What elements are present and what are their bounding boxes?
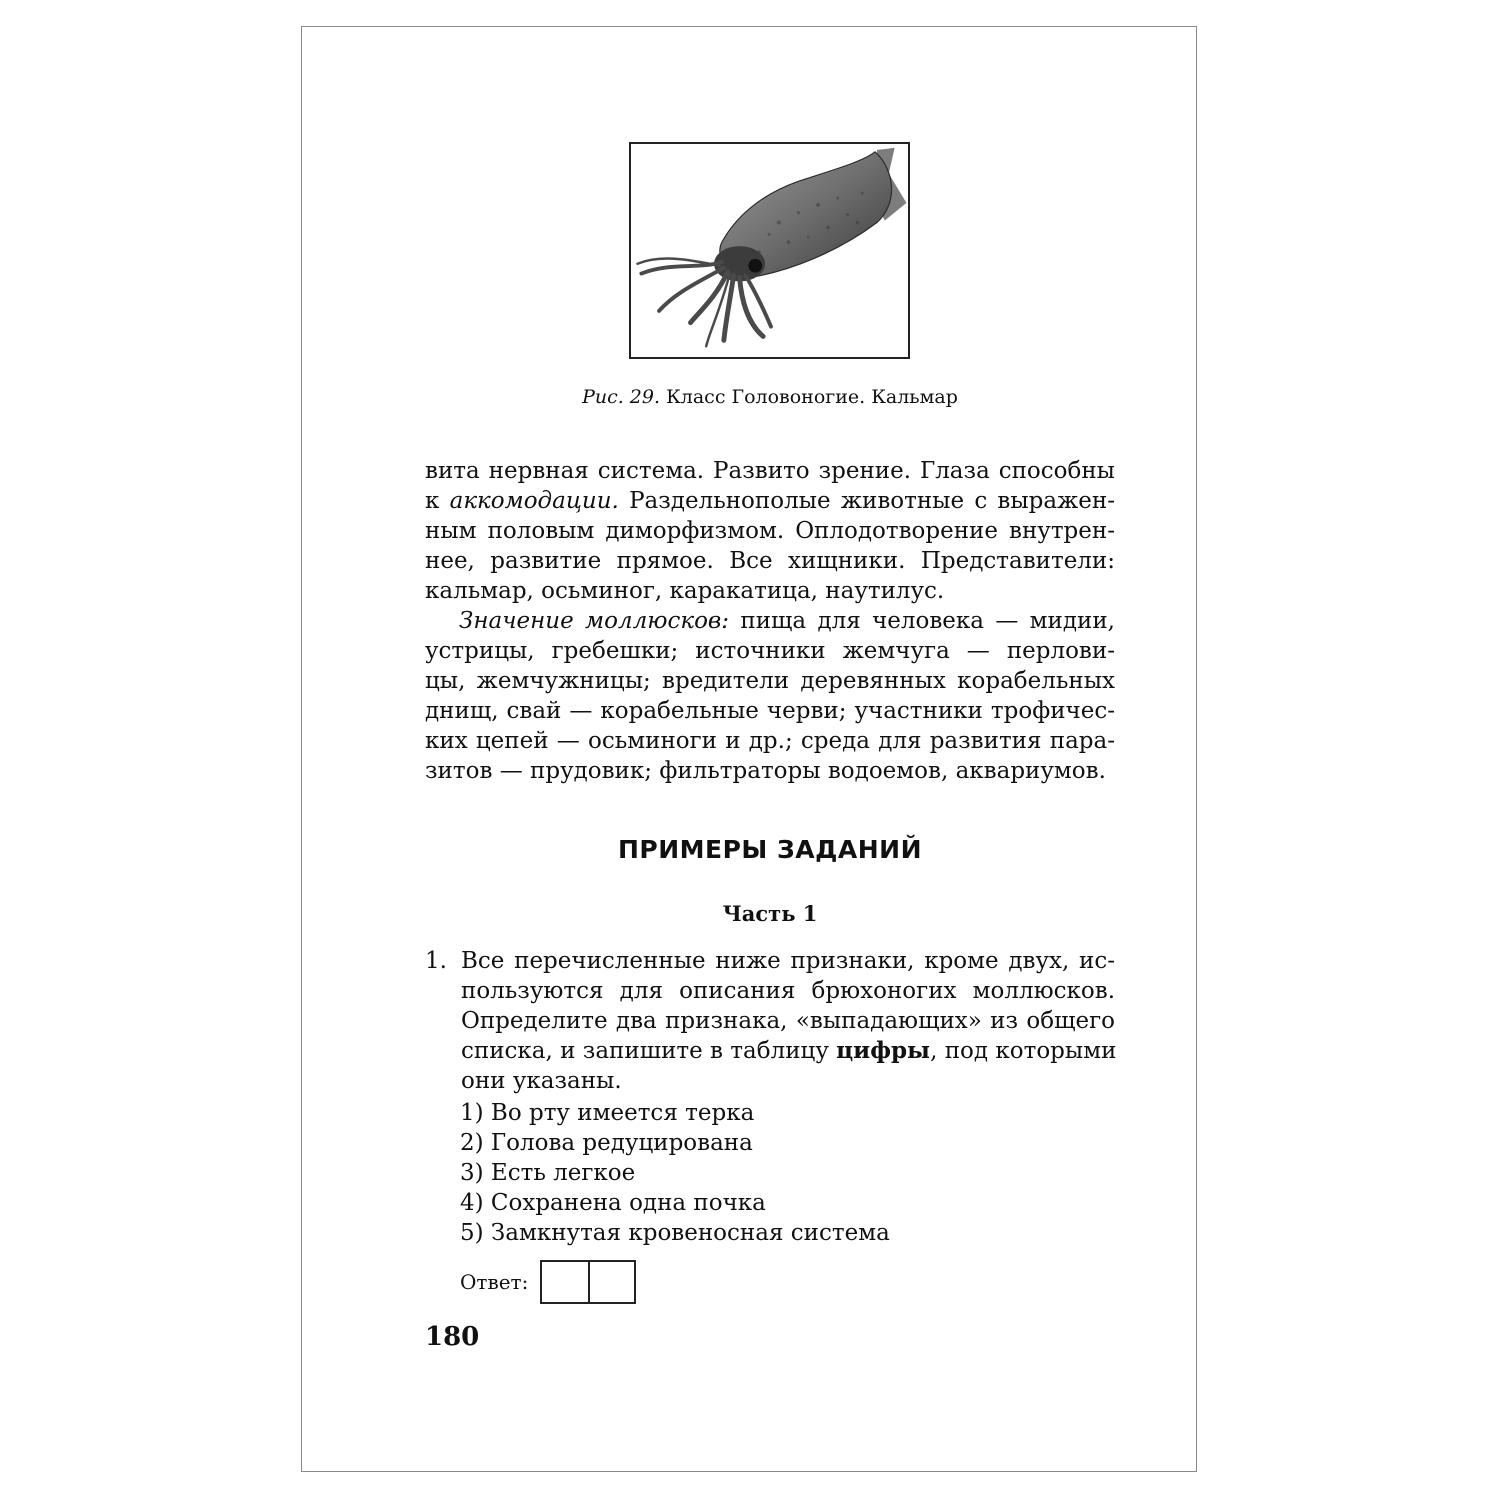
option-item: 5) Замкнутая кровеносная система bbox=[460, 1220, 890, 1246]
answer-row bbox=[460, 1260, 636, 1304]
task-number: 1. bbox=[425, 948, 447, 974]
text-line: нее, развитие прямое. Все хищники. Представители: bbox=[425, 548, 1115, 574]
text-fragment: списка, и запишите в таблицу bbox=[461, 1038, 829, 1064]
figure-number: Рис. 29. bbox=[582, 386, 661, 408]
answer-options bbox=[460, 1098, 890, 1248]
answer-cell-1[interactable] bbox=[542, 1262, 588, 1302]
section-heading: ПРИМЕРЫ ЗАДАНИЙ bbox=[617, 835, 923, 864]
term-italic: Значение моллюсков: bbox=[459, 608, 730, 634]
figure-squid-image bbox=[629, 142, 910, 359]
task-1 bbox=[425, 946, 1115, 1096]
text-line: цы, жемчужницы; вредители деревянных корабельных bbox=[425, 668, 1115, 694]
squid-illustration bbox=[631, 144, 908, 357]
text-line bbox=[425, 486, 1115, 516]
text-line: днищ, свай — корабельные черви; участники трофичес- bbox=[425, 698, 1115, 724]
option-item: 2) Голова редуцирована bbox=[460, 1130, 753, 1156]
text-fragment: пища для человека — мидии, bbox=[740, 608, 1115, 634]
text-line: устрицы, гребешки; источники жемчуга — перлови- bbox=[425, 638, 1115, 664]
text-line: вита нервная система. Развито зрение. Глаза способны bbox=[425, 458, 1115, 484]
text-fragment: , под которыми bbox=[930, 1038, 1117, 1064]
option-item: 4) Сохранена одна почка bbox=[460, 1190, 766, 1216]
text-line: зитов — прудовик; фильтраторы водоемов, аквариумов. bbox=[425, 758, 1106, 784]
answer-cells bbox=[540, 1260, 636, 1304]
text-line: ным половым диморфизмом. Оплодотворение внутрен- bbox=[425, 518, 1115, 544]
text-line: они указаны. bbox=[461, 1068, 622, 1094]
answer-cell-2[interactable] bbox=[588, 1262, 634, 1302]
task-text bbox=[461, 946, 1115, 1096]
body-text bbox=[425, 456, 1115, 786]
text-line bbox=[461, 1036, 1115, 1066]
figure-caption-text: Класс Головоногие. Кальмар bbox=[666, 386, 958, 408]
term-bold: цифры bbox=[836, 1037, 931, 1064]
part-heading: Часть 1 bbox=[722, 901, 818, 926]
option-item: 1) Во рту имеется терка bbox=[460, 1100, 755, 1126]
term-italic: аккомодации. bbox=[449, 488, 619, 514]
text-line: Все перечисленные ниже признаки, кроме двух, ис- bbox=[461, 948, 1115, 974]
text-line: пользуются для описания брюхоногих моллюсков. bbox=[461, 978, 1115, 1004]
text-line: кальмар, осьминог, каракатица, наутилус. bbox=[425, 578, 945, 604]
text-fragment: Раздельнополые животные с выражен- bbox=[629, 488, 1115, 514]
text-line: Определите два признака, «выпадающих» из общего bbox=[461, 1008, 1115, 1034]
answer-label: Ответ: bbox=[460, 1270, 529, 1294]
page-number: 180 bbox=[425, 1322, 480, 1352]
option-item: 3) Есть легкое bbox=[460, 1160, 636, 1186]
text-fragment: к bbox=[425, 488, 440, 514]
figure-caption bbox=[425, 386, 1115, 408]
text-line bbox=[425, 606, 1115, 636]
text-line: ких цепей — осьминоги и др.; среда для развития пара- bbox=[425, 728, 1115, 754]
